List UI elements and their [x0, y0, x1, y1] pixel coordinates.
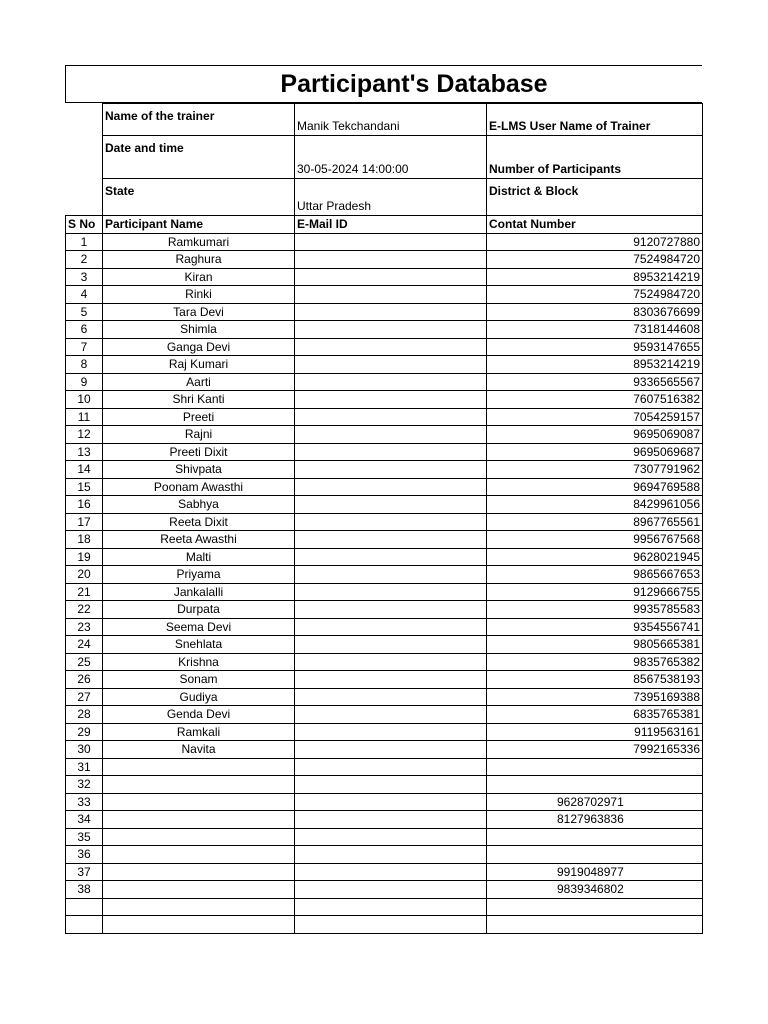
- row-contact: [487, 898, 703, 916]
- row-sno: 33: [66, 793, 103, 811]
- row-name: Durpata: [103, 601, 295, 619]
- row-name: Raghura: [103, 251, 295, 269]
- row-sno: 32: [66, 776, 103, 794]
- row-sno: 30: [66, 741, 103, 759]
- row-name: Reeta Dixit: [103, 513, 295, 531]
- row-email: [295, 671, 487, 689]
- row-name: Shimla: [103, 321, 295, 339]
- trainer-label: Name of the trainer: [103, 104, 295, 136]
- row-email: [295, 916, 487, 934]
- row-sno: 2: [66, 251, 103, 269]
- participant-sheet: [65, 65, 702, 934]
- row-name: [103, 793, 295, 811]
- row-name: Shri Kanti: [103, 391, 295, 409]
- row-name: [103, 776, 295, 794]
- table-row: [66, 776, 703, 794]
- row-name: Jankalalli: [103, 583, 295, 601]
- trainer-value: Manik Tekchandani: [295, 104, 487, 136]
- row-contact: 8303676699: [487, 303, 703, 321]
- table-row: [66, 408, 703, 426]
- table-row: [66, 338, 703, 356]
- table-row: [66, 548, 703, 566]
- row-email: [295, 426, 487, 444]
- row-contact: 7607516382: [487, 391, 703, 409]
- row-contact: [487, 916, 703, 934]
- row-sno: 19: [66, 548, 103, 566]
- row-sno: 36: [66, 846, 103, 864]
- table-row: [66, 758, 703, 776]
- row-contact: [487, 846, 703, 864]
- row-name: [103, 758, 295, 776]
- row-name: Kiran: [103, 268, 295, 286]
- table-row: [66, 601, 703, 619]
- row-contact: 9695069087: [487, 426, 703, 444]
- row-email: [295, 321, 487, 339]
- row-sno: 10: [66, 391, 103, 409]
- date-value: 30-05-2024 14:00:00: [295, 136, 487, 179]
- row-name: Tara Devi: [103, 303, 295, 321]
- row-sno: [66, 898, 103, 916]
- row-email: [295, 601, 487, 619]
- row-sno: 16: [66, 496, 103, 514]
- participant-rows: [66, 233, 703, 933]
- row-contact: 7524984720: [487, 251, 703, 269]
- row-email: [295, 233, 487, 251]
- row-name: [103, 863, 295, 881]
- row-email: [295, 373, 487, 391]
- row-contact: 8567538193: [487, 671, 703, 689]
- row-contact: 9119563161: [487, 723, 703, 741]
- table-row: [66, 251, 703, 269]
- row-sno: 9: [66, 373, 103, 391]
- table-row: [66, 706, 703, 724]
- row-contact: 8429961056: [487, 496, 703, 514]
- row-contact: [487, 776, 703, 794]
- row-contact: 9694769588: [487, 478, 703, 496]
- row-email: [295, 741, 487, 759]
- table-row: [66, 461, 703, 479]
- table-row: [66, 811, 703, 829]
- row-email: [295, 251, 487, 269]
- row-sno: 11: [66, 408, 103, 426]
- row-contact: 7524984720: [487, 286, 703, 304]
- row-contact: [487, 828, 703, 846]
- row-sno: 15: [66, 478, 103, 496]
- district-label: District & Block: [487, 179, 703, 216]
- row-name: Rinki: [103, 286, 295, 304]
- row-name: Rajni: [103, 426, 295, 444]
- blank-cell: [66, 179, 103, 216]
- table-row: [66, 916, 703, 934]
- row-email: [295, 618, 487, 636]
- row-sno: 12: [66, 426, 103, 444]
- header-sno: S No: [66, 216, 103, 234]
- elms-label: E-LMS User Name of Trainer: [487, 104, 703, 136]
- table-row: [66, 881, 703, 899]
- row-contact: 9839346802: [487, 881, 703, 899]
- table-row: [66, 636, 703, 654]
- state-label: State: [103, 179, 295, 216]
- row-name: [103, 828, 295, 846]
- table-row: [66, 286, 703, 304]
- row-email: [295, 338, 487, 356]
- table-row: [66, 653, 703, 671]
- row-contact: 9956767568: [487, 531, 703, 549]
- row-email: [295, 478, 487, 496]
- row-sno: 24: [66, 636, 103, 654]
- table-row: [66, 863, 703, 881]
- row-contact: 7054259157: [487, 408, 703, 426]
- row-email: [295, 811, 487, 829]
- table-row: [66, 531, 703, 549]
- row-sno: 8: [66, 356, 103, 374]
- row-sno: 29: [66, 723, 103, 741]
- table-row: [66, 741, 703, 759]
- row-name: Gudiya: [103, 688, 295, 706]
- table-row: [66, 373, 703, 391]
- row-sno: 14: [66, 461, 103, 479]
- row-contact: 9593147655: [487, 338, 703, 356]
- row-sno: 34: [66, 811, 103, 829]
- row-email: [295, 846, 487, 864]
- page-title: Participant's Database: [280, 70, 548, 98]
- row-sno: 17: [66, 513, 103, 531]
- row-email: [295, 688, 487, 706]
- row-email: [295, 443, 487, 461]
- header-name: Participant Name: [103, 216, 295, 234]
- row-email: [295, 531, 487, 549]
- row-email: [295, 863, 487, 881]
- row-contact: 8953214219: [487, 356, 703, 374]
- row-sno: 28: [66, 706, 103, 724]
- row-email: [295, 723, 487, 741]
- row-sno: 5: [66, 303, 103, 321]
- row-email: [295, 496, 487, 514]
- table-row: [66, 828, 703, 846]
- row-contact: 9336565567: [487, 373, 703, 391]
- row-sno: 18: [66, 531, 103, 549]
- trainer-info: [66, 104, 703, 216]
- row-sno: 13: [66, 443, 103, 461]
- row-sno: 37: [66, 863, 103, 881]
- row-sno: 7: [66, 338, 103, 356]
- row-email: [295, 268, 487, 286]
- blank-cell: [66, 104, 103, 136]
- row-name: Ramkali: [103, 723, 295, 741]
- row-email: [295, 793, 487, 811]
- row-email: [295, 461, 487, 479]
- table-row: [66, 391, 703, 409]
- blank-cell: [66, 136, 103, 179]
- row-email: [295, 758, 487, 776]
- row-contact: 9120727880: [487, 233, 703, 251]
- row-contact: 7307791962: [487, 461, 703, 479]
- row-sno: 26: [66, 671, 103, 689]
- row-sno: [66, 916, 103, 934]
- row-name: Poonam Awasthi: [103, 478, 295, 496]
- row-email: [295, 898, 487, 916]
- table-row: [66, 321, 703, 339]
- row-email: [295, 391, 487, 409]
- row-sno: 20: [66, 566, 103, 584]
- row-name: Genda Devi: [103, 706, 295, 724]
- row-email: [295, 548, 487, 566]
- table-row: [66, 723, 703, 741]
- row-name: Navita: [103, 741, 295, 759]
- row-name: Raj Kumari: [103, 356, 295, 374]
- row-email: [295, 653, 487, 671]
- row-email: [295, 776, 487, 794]
- table-row: [66, 583, 703, 601]
- table-row: [66, 496, 703, 514]
- row-contact: 7395169388: [487, 688, 703, 706]
- row-contact: 8967765561: [487, 513, 703, 531]
- row-email: [295, 408, 487, 426]
- row-sno: 23: [66, 618, 103, 636]
- row-contact: 7318144608: [487, 321, 703, 339]
- header-email: E-Mail ID: [295, 216, 487, 234]
- row-name: Priyama: [103, 566, 295, 584]
- row-contact: 9865667653: [487, 566, 703, 584]
- row-contact: 9919048977: [487, 863, 703, 881]
- table-row: [66, 268, 703, 286]
- table-row: [66, 443, 703, 461]
- row-sno: 21: [66, 583, 103, 601]
- table-row: [66, 846, 703, 864]
- row-contact: 9129666755: [487, 583, 703, 601]
- row-sno: 35: [66, 828, 103, 846]
- table-row: [66, 426, 703, 444]
- table-row: [66, 303, 703, 321]
- row-email: [295, 636, 487, 654]
- row-sno: 6: [66, 321, 103, 339]
- table-row: [66, 478, 703, 496]
- row-sno: 3: [66, 268, 103, 286]
- row-name: Sonam: [103, 671, 295, 689]
- row-sno: 22: [66, 601, 103, 619]
- table-header: [66, 216, 703, 234]
- row-contact: 9805665381: [487, 636, 703, 654]
- row-name: Reeta Awasthi: [103, 531, 295, 549]
- row-name: [103, 916, 295, 934]
- participants-label: Number of Participants: [487, 136, 703, 179]
- row-name: Sabhya: [103, 496, 295, 514]
- table-row: [66, 898, 703, 916]
- row-email: [295, 303, 487, 321]
- date-label: Date and time: [103, 136, 295, 179]
- row-email: [295, 583, 487, 601]
- title-row: [65, 65, 702, 103]
- row-contact: 9835765382: [487, 653, 703, 671]
- row-name: Preeti Dixit: [103, 443, 295, 461]
- row-name: Malti: [103, 548, 295, 566]
- row-name: Ganga Devi: [103, 338, 295, 356]
- row-sno: 38: [66, 881, 103, 899]
- row-sno: 4: [66, 286, 103, 304]
- row-name: Aarti: [103, 373, 295, 391]
- table-row: [66, 513, 703, 531]
- table-row: [66, 618, 703, 636]
- row-contact: 9354556741: [487, 618, 703, 636]
- table-row: [66, 688, 703, 706]
- row-email: [295, 881, 487, 899]
- row-name: [103, 846, 295, 864]
- row-contact: 7992165336: [487, 741, 703, 759]
- row-sno: 1: [66, 233, 103, 251]
- table-row: [66, 356, 703, 374]
- row-name: [103, 881, 295, 899]
- row-email: [295, 513, 487, 531]
- row-contact: 8127963836: [487, 811, 703, 829]
- table-row: [66, 566, 703, 584]
- row-name: [103, 898, 295, 916]
- row-name: [103, 811, 295, 829]
- row-contact: 8953214219: [487, 268, 703, 286]
- table-row: [66, 793, 703, 811]
- row-email: [295, 706, 487, 724]
- row-name: Shivpata: [103, 461, 295, 479]
- row-contact: 6835765381: [487, 706, 703, 724]
- row-email: [295, 286, 487, 304]
- state-value: Uttar Pradesh: [295, 179, 487, 216]
- row-email: [295, 566, 487, 584]
- row-sno: 25: [66, 653, 103, 671]
- row-name: Preeti: [103, 408, 295, 426]
- table-row: [66, 233, 703, 251]
- table-row: [66, 671, 703, 689]
- row-contact: [487, 758, 703, 776]
- row-contact: 9628021945: [487, 548, 703, 566]
- row-email: [295, 828, 487, 846]
- row-contact: 9935785583: [487, 601, 703, 619]
- header-contact: Contat Number: [487, 216, 703, 234]
- row-contact: 9695069687: [487, 443, 703, 461]
- row-name: Snehlata: [103, 636, 295, 654]
- row-name: Seema Devi: [103, 618, 295, 636]
- participant-table: [65, 103, 703, 934]
- row-contact: 9628702971: [487, 793, 703, 811]
- row-sno: 31: [66, 758, 103, 776]
- row-sno: 27: [66, 688, 103, 706]
- row-email: [295, 356, 487, 374]
- row-name: Krishna: [103, 653, 295, 671]
- row-name: Ramkumari: [103, 233, 295, 251]
